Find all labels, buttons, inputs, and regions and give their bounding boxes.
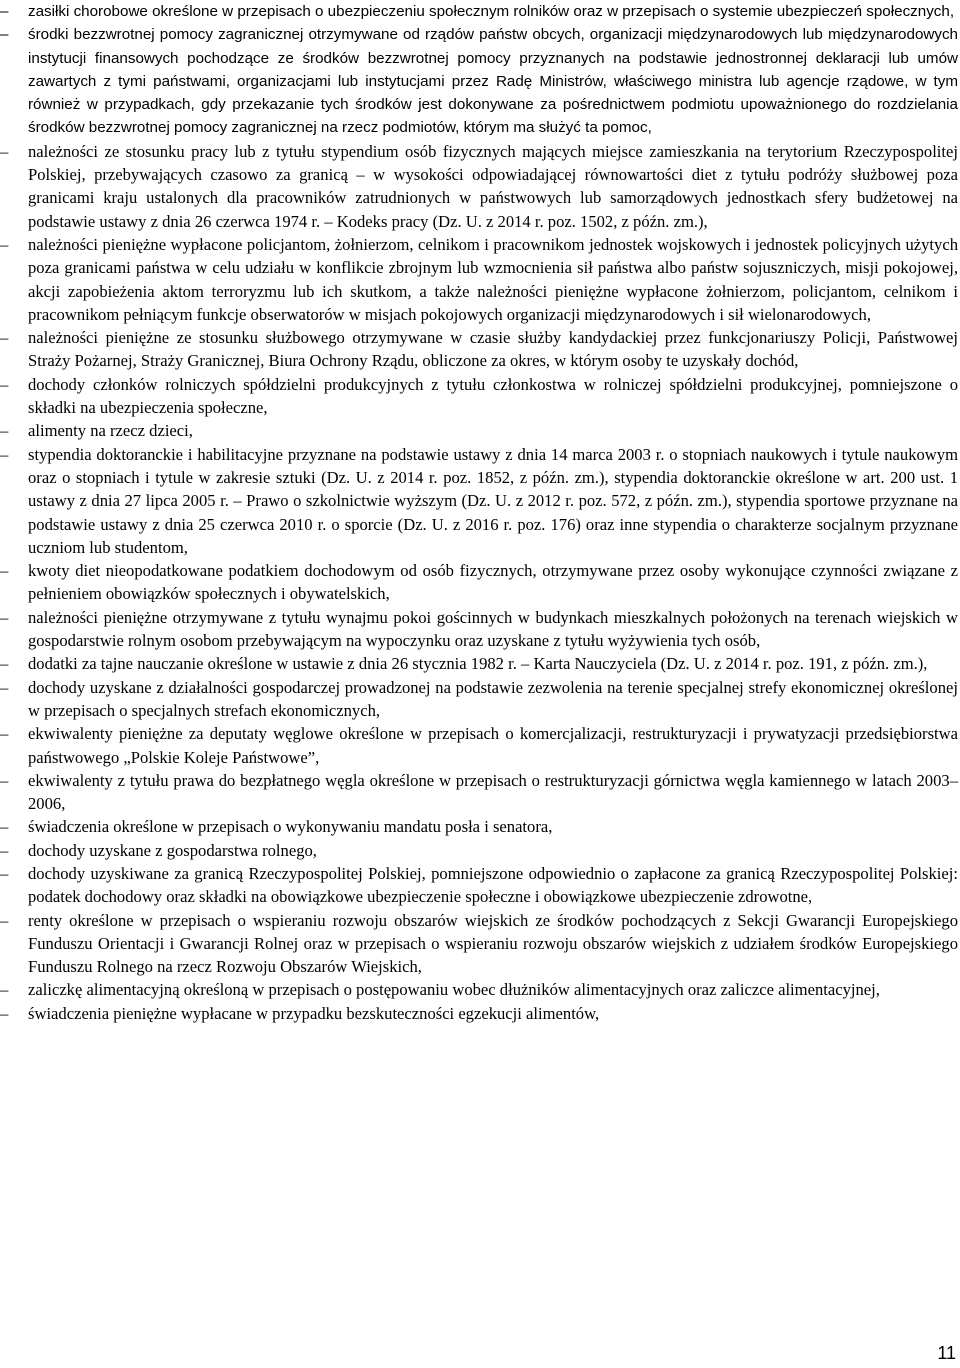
list-item (0, 606, 960, 653)
list-item-text: ekwiwalenty z tytułu prawa do bezpłatnego węgla określone w przepisach o restrukturyzacji górnictwa węgla kamiennego w latach 2003–2006, (28, 770, 958, 814)
list-item-text: należności pieniężne ze stosunku służbowego otrzymywane w czasie służby kandydackiej przez funkcjonariuszy Policji, Państwowej Straży Pożarnej, Straży Granicznej, Biura Ochrony Rządu, obliczone za okres, w którym osoby te uzyskały dochód, (28, 328, 958, 371)
list-item-text: dochody członków rolniczych spółdzielni produkcyjnych z tytułu członkostwa w rolniczej spółdzielni produkcyjnej, pomniejszone o składki na ubezpieczenia społeczne, (28, 374, 958, 418)
list-item-text: środki bezzwrotnej pomocy zagranicznej otrzymywane od rządów państw obcych, organizacji międzynarodowych lub międzynarodowych instytucji finansowych pochodzące ze środków bezzwrotnej pomocy przyznanych na podstawie jednostronnej deklaracji lub umów zawartych z tymi państwami, organizacjami lub instytucjami przez Radę Ministrów, właściwego ministra lub agencje rządowe, w tym również w przypadkach, gdy przekazanie tych środków jest dokonywane za pośrednictwem podmiotu upoważnionego do rozdzielania środków bezzwrotnej pomocy zagranicznej na rzecz podmiotów, którym ma służyć ta pomoc, (28, 26, 958, 137)
bullet-dash: – (0, 26, 9, 44)
bullet-dash: – (0, 421, 9, 441)
list-item (0, 1002, 960, 1025)
bullet-dash: – (0, 561, 9, 581)
list-item (0, 443, 960, 559)
list-item-text: zasiłki chorobowe określone w przepisach o ubezpieczeniu społecznym rolników oraz w przepisach o systemie ubezpieczeń społecznych, (28, 3, 955, 20)
list-item (0, 722, 960, 769)
list-item-text: dochody uzyskane z gospodarstwa rolnego, (28, 840, 317, 860)
bullet-dash: – (0, 374, 9, 394)
bullet-dash: – (0, 840, 9, 860)
bullet-dash: – (0, 910, 9, 930)
bullet-dash: – (0, 654, 9, 674)
list-item (0, 652, 960, 675)
bullet-dash: – (0, 444, 9, 464)
list-item-text: ekwiwalenty pieniężne za deputaty węglowe określone w przepisach o komercjalizacji, restrukturyzacji i prywatyzacji przedsiębiorstwa państwowego „Polskie Koleje Państwowe”, (28, 724, 958, 767)
page-number: 11 (937, 1343, 956, 1363)
list-item-text: należności pieniężne wypłacone policjantom, żołnierzom, celnikom i pracownikom jednostek wojskowych i jednostek policyjnych użytych poza granicami państwa w celu udziału w konflikcie zbrojnym lub wzmocnienia sił państwa albo państw sojuszniczych, misji pokojowej, akcji zapobieżenia aktom terroryzmu lub ich skutkom, a także należności pieniężne wypłacone żołnierzom, policjantom, celnikom i pracownikom pełniącym funkcje obserwatorów w misjach pokojowych organizacji międzynarodowych i sił wielonarodowych, (28, 234, 958, 324)
list-item (0, 862, 960, 909)
list-item (0, 140, 960, 233)
bullet-dash: – (0, 1003, 9, 1023)
list-item-text: świadczenia określone w przepisach o wykonywaniu mandatu posła i senatora, (28, 817, 553, 837)
list-item (0, 676, 960, 723)
list-item-text: należności ze stosunku pracy lub z tytułu stypendium osób fizycznych mających miejsce zamieszkania na terytorium Rzeczypospolitej Polskiej, przebywających czasowo za granicą – w wysokości odpowiadającej równowartości diet z tytułu podróży służbowej poza granicami kraju ustalonych dla pracowników zatrudnionych w państwowych lub samorządowych jednostkach sfery budżetowej na podstawie ustawy z dnia 26 czerwca 1974 r. – Kodeks pracy (Dz. U. z 2014 r. poz. 1502, z późn. zm.), (28, 141, 958, 231)
list-item (0, 769, 960, 816)
list-item-text: renty określone w przepisach o wspieraniu rozwoju obszarów wiejskich ze środków pochodzących z Sekcji Gwarancji Europejskiego Funduszu Orientacji i Gwarancji Rolnej oraz w przepisach o wspieraniu rozwoju obszarów wiejskich z udziałem środków Europejskiego Funduszu Rolnego na rzecz Rozwoju Obszarów Wiejskich, (28, 910, 958, 977)
bullet-dash: – (0, 980, 9, 1000)
list-item-text: świadczenia pieniężne wypłacane w przypadku bezskuteczności egzekucji alimentów, (28, 1003, 600, 1023)
bullet-dash: – (0, 817, 9, 837)
list-item (0, 978, 960, 1001)
bullet-dash: – (0, 141, 9, 161)
list-item (0, 815, 960, 838)
list-item (0, 559, 960, 606)
list-item (0, 419, 960, 442)
list-item (0, 909, 960, 979)
list-item-text: dodatki za tajne nauczanie określone w ustawie z dnia 26 stycznia 1982 r. – Karta Nauczyciela (Dz. U. z 2014 r. poz. 191, z późn. zm.), (28, 654, 928, 674)
list-item (0, 233, 960, 326)
list-item-text: zaliczkę alimentacyjną określoną w przepisach o postępowaniu wobec dłużników alimentacyjnych oraz zaliczce alimentacyjnej, (28, 980, 880, 1000)
bullet-dash: – (0, 3, 9, 20)
list-item (0, 839, 960, 862)
list-item-text: stypendia doktoranckie i habilitacyjne przyznane na podstawie ustawy z dnia 14 marca 2003 r. o stopniach naukowych i tytule naukowym oraz o stopniach i tytule w zakresie sztuki (Dz. U. z 2014 r. poz. 1852, z późn. zm.), stypendia doktoranckie określone w art. 200 ust. 1 ustawy z dnia 27 lipca 2005 r. – Prawo o szkolnictwie wyższym (Dz. U. z 2012 r. poz. 572, z późn. zm.), stypendia sportowe przyznane na podstawie ustawy z dnia 25 czerwca 2010 r. o sporcie (Dz. U. z 2016 r. poz. 176) oraz inne stypendia o charakterze socjalnym przyznane uczniom lub studentom, (28, 444, 958, 557)
bullet-dash: – (0, 724, 9, 744)
bullet-dash: – (0, 863, 9, 883)
list-item (0, 23, 960, 139)
bullet-dash: – (0, 607, 9, 627)
list-item (0, 326, 960, 373)
list-item-text: należności pieniężne otrzymywane z tytułu wynajmu pokoi gościnnych w budynkach mieszkalnych położonych na terenach wiejskich w gospodarstwie rolnym osobom przebywającym na wypoczynku oraz uzyskane z tytułu wyżywienia tych osób, (28, 607, 958, 651)
list-item (0, 373, 960, 420)
list-item-text: dochody uzyskiwane za granicą Rzeczypospolitej Polskiej, pomniejszone odpowiednio o zapłacone za granicą Rzeczypospolitej Polskiej: podatek dochodowy oraz składki na obowiązkowe ubezpieczenie społeczne i obowiązkowe ubezpieczenie zdrowotne, (28, 863, 958, 907)
list-item-text: dochody uzyskane z działalności gospodarczej prowadzonej na podstawie zezwolenia na terenie specjalnej strefy ekonomicznej określonej w przepisach o specjalnych strefach ekonomicznych, (28, 677, 958, 720)
bullet-dash: – (0, 234, 9, 254)
list-item-text: alimenty na rzecz dzieci, (28, 421, 193, 441)
bullet-dash: – (0, 328, 9, 348)
list-item-text: kwoty diet nieopodatkowane podatkiem dochodowym od osób fizycznych, otrzymywane przez osoby wykonujące czynności związane z pełnieniem obowiązków społecznych i obywatelskich, (28, 561, 958, 604)
list-item (0, 0, 960, 23)
bullet-dash: – (0, 770, 9, 790)
bullet-dash: – (0, 677, 9, 697)
